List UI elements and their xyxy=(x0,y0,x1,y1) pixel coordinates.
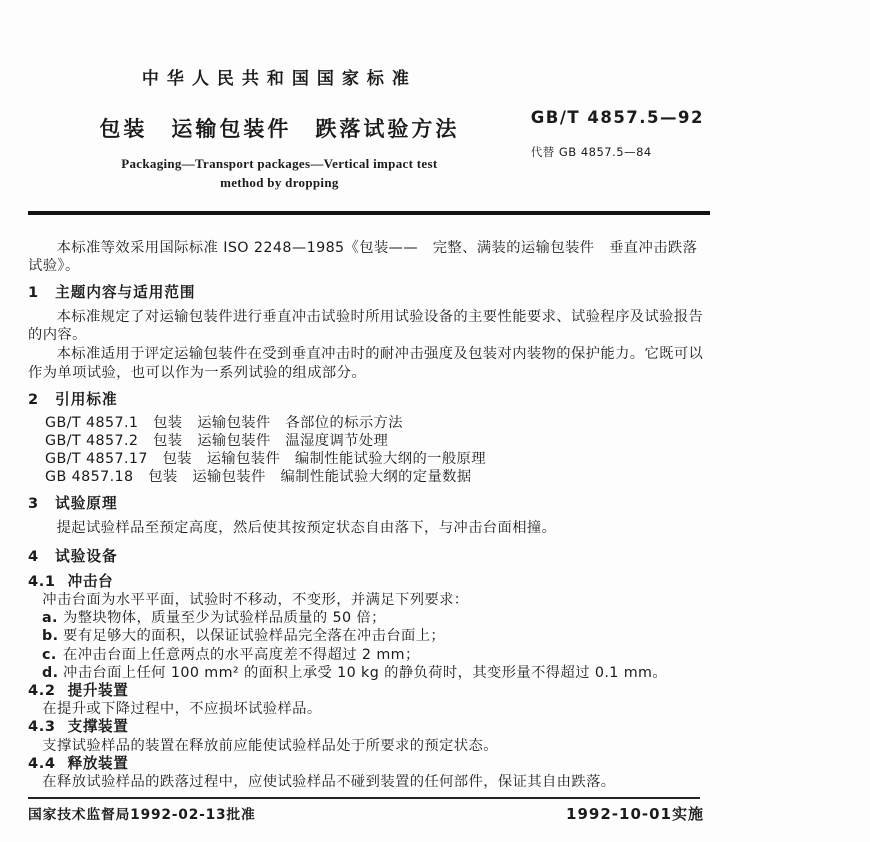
reference-item: GB/T 4857.1 包装 运输包装件 各部位的标示方法 xyxy=(45,414,403,431)
section-1-heading xyxy=(28,283,704,302)
subsection-paragraph: 冲击台面为水平平面，试验时不移动，不变形，并满足下列要求： xyxy=(42,591,469,608)
preamble-paragraph: 本标准等效采用国际标准 ISO 2248—1985《包装—— 完整、满装的运输包装件 垂直冲击跌落试验》。 xyxy=(28,239,698,274)
paragraph: 本标准规定了对运输包装件进行垂直冲击试验时所用试验设备的主要性能要求、试验程序及试验报告的内容。 xyxy=(28,308,704,344)
footer-divider xyxy=(28,797,700,799)
reference-item: GB 4857.18 包装 运输包装件 编制性能试验大纲的定量数据 xyxy=(45,469,472,486)
section-3-heading xyxy=(28,494,704,513)
header-title-block xyxy=(28,64,531,211)
paragraph: 提起试验样品至预定高度，然后使其按预定状态自由落下，与冲击台面相撞。 xyxy=(56,519,557,536)
subsection-number: 4.3 xyxy=(28,718,56,736)
subsection-4-3-heading xyxy=(28,718,704,736)
section-title: 主题内容与适用范围 xyxy=(55,283,196,301)
subsection-title: 冲击台 xyxy=(67,572,114,590)
subsection-title: 支撑装置 xyxy=(67,718,129,736)
subsection-paragraph: 在释放试验样品的跌落过程中，应使试验样品不碰到装置的任何部件，保证其自由跌落。 xyxy=(42,773,616,790)
section-2-heading xyxy=(28,390,704,409)
reference-list xyxy=(28,414,704,487)
subsection-4-2-heading xyxy=(28,682,704,700)
subsection-4-1-heading xyxy=(28,573,704,591)
subsection-number: 4.1 xyxy=(28,572,56,590)
reference-item: GB/T 4857.17 包装 运输包装件 编制性能试验大纲的一般原理 xyxy=(45,451,486,468)
section-4-heading xyxy=(28,547,704,566)
section-title: 引用标准 xyxy=(55,390,118,408)
list-item xyxy=(28,609,704,627)
section-number: 1 xyxy=(28,283,40,301)
document-title-en-line1: Packaging—Transport packages—Vertical impact test xyxy=(121,156,438,171)
section-number: 2 xyxy=(28,390,40,408)
subsection-paragraph: 支撑试验样品的装置在释放前应能使试验样品处于所要求的预定状态。 xyxy=(42,737,498,754)
list-item-text: 冲击台面上任何 100 mm² 的面积上承受 10 kg 的静负荷时，其变形量不得超过 0.1 mm。 xyxy=(63,664,668,681)
document-body xyxy=(28,239,704,792)
subsection-title: 释放装置 xyxy=(67,754,129,772)
list-item-text: 为整块物体，质量至少为试验样品质量的 50 倍； xyxy=(63,610,386,627)
approval-text: 国家技术监督局1992-02-13批准 xyxy=(28,806,256,823)
section-number: 4 xyxy=(28,547,40,565)
list-item-label: a. xyxy=(42,610,58,627)
header-divider xyxy=(28,211,710,215)
document-title-en-line2: method by dropping xyxy=(220,175,339,190)
standard-code-block xyxy=(531,64,704,211)
section-title: 试验设备 xyxy=(55,547,118,565)
subsections-block xyxy=(28,573,704,791)
subsection-paragraph: 在提升或下降过程中，不应损坏试验样品。 xyxy=(42,701,322,718)
list-item-label: d. xyxy=(42,664,59,681)
document-header xyxy=(28,0,704,211)
list-item xyxy=(28,627,704,645)
list-item-text: 在冲击台面上任意两点的水平高度差不得超过 2 mm； xyxy=(63,646,420,663)
national-standard-label: 中华人民共和国国家标准 xyxy=(141,69,417,89)
list-item xyxy=(28,646,704,664)
implementation-text: 1992-10-01实施 xyxy=(566,804,704,823)
subsection-number: 4.4 xyxy=(28,754,56,772)
paragraph: 本标准适用于评定运输包装件在受到垂直冲击时的耐冲击强度及包装对内装物的保护能力。它既可以作为单项试验，也可以作为一系列试验的组成部分。 xyxy=(28,346,704,381)
list-item-label: b. xyxy=(42,628,59,645)
standard-code: GB/T 4857.5—92 xyxy=(530,108,704,127)
section-number: 3 xyxy=(28,494,40,512)
subsection-number: 4.2 xyxy=(28,681,56,699)
list-item-text: 要有足够大的面积，以保证试验样品完全落在冲击台面上； xyxy=(63,628,446,645)
section-title: 试验原理 xyxy=(55,494,118,512)
subsection-4-4-heading xyxy=(28,755,704,773)
footer-row xyxy=(28,803,704,824)
list-item xyxy=(28,664,704,682)
supersedes-note: 代替 GB 4857.5—84 xyxy=(530,145,652,159)
reference-item: GB/T 4857.2 包装 运输包装件 温湿度调节处理 xyxy=(45,432,389,449)
document-footer xyxy=(28,797,704,824)
document-title-cn: 包装 运输包装件 跌落试验方法 xyxy=(99,117,460,141)
list-item-label: c. xyxy=(42,646,57,663)
subsection-title: 提升装置 xyxy=(67,681,129,699)
